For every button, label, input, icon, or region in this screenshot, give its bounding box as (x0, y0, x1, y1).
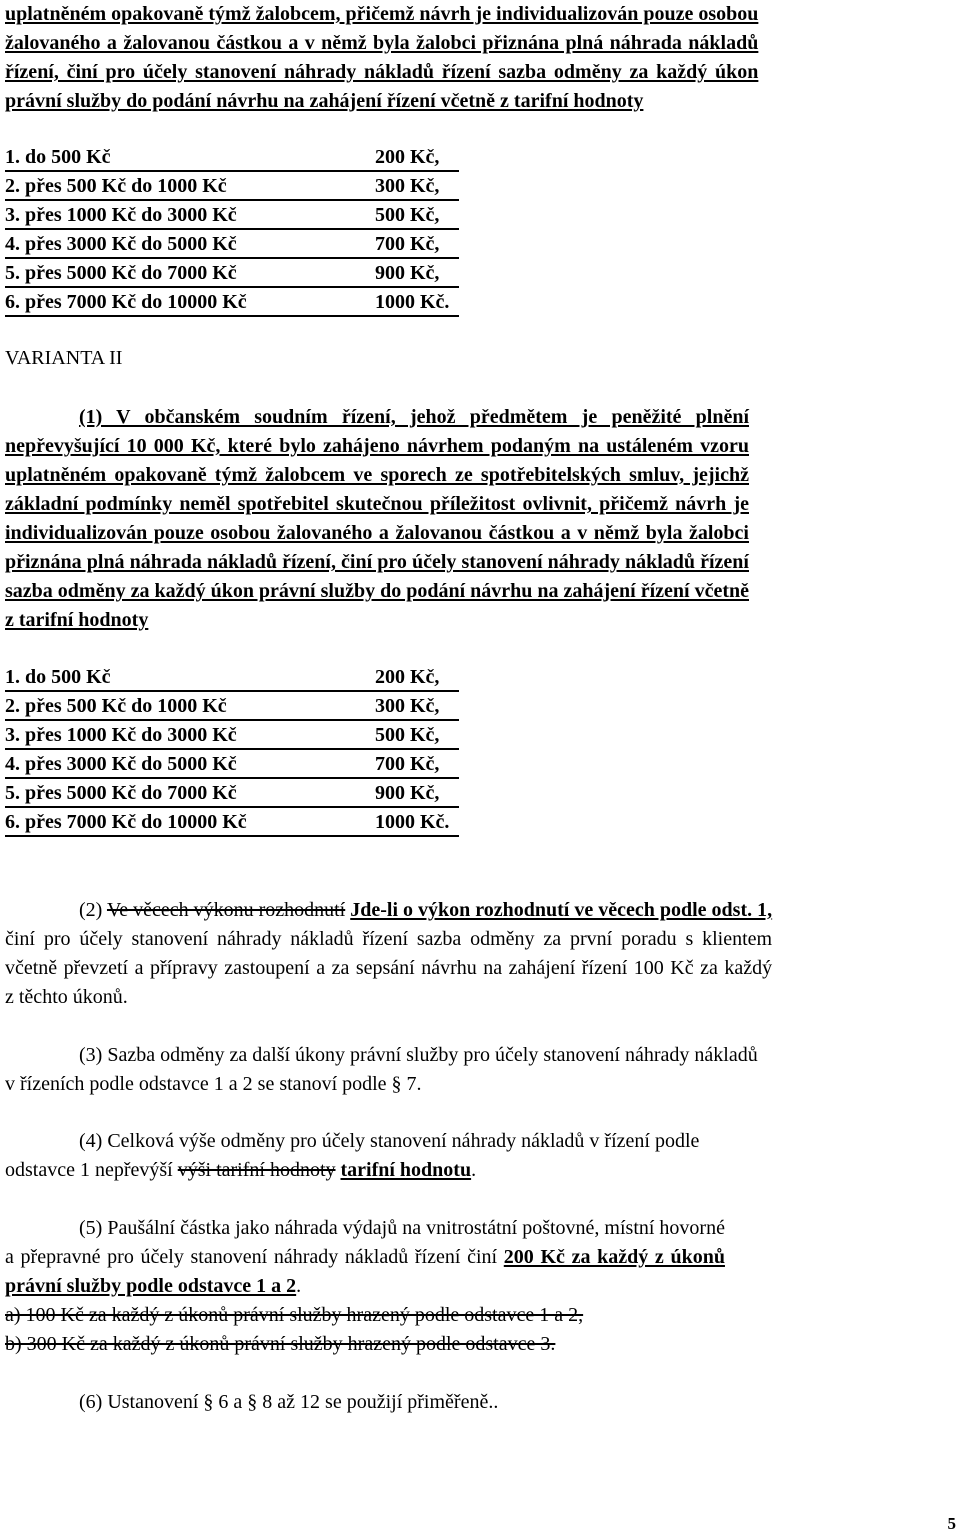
paragraph-5: (5) Paušální částka jako náhrada výdajů na vnitrostátní poštovné, místní hovorné a přepravné pro účely stanovení náhrady nákladů řízení činí 200 Kč za každý z úkonů právní služby podle odstavce 1 a 2. (5, 1217, 725, 1297)
page-number: 5 (947, 1514, 956, 1533)
top-line-3: řízení, činí pro účely stanovení náhrady nákladů řízení sazba odměny za každý úkon (5, 61, 759, 83)
p1-line-4: základní podmínky neměl spotřebitel skutečnou příležitost ovlivnit, přičemž návrh je (5, 493, 749, 515)
paragraph-4: (4) Celková výše odměny pro účely stanovení náhrady nákladů v řízení podle odstavce 1 nepřevýší výši tarifní hodnoty tarifní hodnotu. (5, 1130, 700, 1181)
p1-line-1: (1) V občanském soudním řízení, jehož předmětem je peněžité plnění (79, 406, 749, 428)
p5-line-2-start: a přepravné pro účely stanovení náhrady nákladů řízení činí (5, 1246, 498, 1268)
p3-line-2: v řízeních podle odstavce 1 a 2 se stanoví podle § 7. (5, 1073, 422, 1095)
paragraph-2 (5, 896, 772, 1012)
p2-inserted-text: Jde-li o výkon rozhodnutí ve věcech podle odst. 1, (350, 899, 773, 921)
p2-number: (2) (79, 899, 103, 921)
tariff-row: 2. přes 500 Kč do 1000 Kč 300 Kč, (5, 173, 459, 202)
p1-line-6: přiznána plná náhrada nákladů řízení, činí pro účely stanovení náhrady nákladů řízení (5, 551, 749, 573)
tariff-row: 1. do 500 Kč 200 Kč, (5, 144, 459, 173)
tariff-table-1 (5, 144, 459, 318)
p5-inserted-text-2: právní služby podle odstavce 1 a 2 (5, 1275, 297, 1297)
p5-line-1: (5) Paušální částka jako náhrada výdajů na vnitrostátní poštovné, místní hovorné (79, 1217, 725, 1239)
paragraph-6 (5, 1388, 498, 1417)
p1-line-7: sazba odměny za každý úkon právní služby do podání návrhu na zahájení řízení včetně (5, 580, 749, 602)
p2-deleted-text: Ve věcech výkonu rozhodnutí (106, 899, 346, 921)
tariff-row: 2. přes 500 Kč do 1000 Kč 300 Kč, (5, 693, 459, 722)
p2-line-2: činí pro účely stanovení náhrady nákladů řízení sazba odměny za první poradu s klientem (5, 928, 773, 950)
p5-inserted-text-1: 200 Kč za každý z úkonů (503, 1246, 725, 1268)
p2-line-3: včetně převzetí a přípravy zastoupení a za sepsání návrhu na zahájení řízení 100 Kč za každý (5, 957, 773, 979)
tariff-row: 3. přes 1000 Kč do 3000 Kč 500 Kč, (5, 202, 459, 231)
p1-line-2: nepřevyšující 10 000 Kč, které bylo zahájeno návrhem podaným na ustáleném vzoru (5, 435, 749, 457)
tariff-row: 1. do 500 Kč 200 Kč, (5, 664, 459, 693)
p4-line-2-start: odstavce 1 nepřevýší (5, 1159, 173, 1181)
p1-line-8: z tarifní hodnoty (5, 609, 149, 631)
variant-heading: VARIANTA II (5, 347, 123, 369)
p2-line-4: z těchto úkonů. (5, 986, 128, 1008)
p5-deleted-b: b) 300 Kč za každý z úkonů právní služby hrazený podle odstavce 3. (5, 1333, 556, 1355)
p6-text: (6) Ustanovení § 6 a § 8 až 12 se použijí přiměřeně.. (79, 1391, 499, 1413)
tariff-row: 6. přes 7000 Kč do 10000 Kč 1000 Kč. (5, 289, 459, 318)
paragraph-1 (5, 403, 749, 635)
paragraph-5-deleted-b (5, 1330, 555, 1359)
p4-deleted-text: výši tarifní hodnoty (177, 1159, 336, 1181)
tariff-table-2 (5, 664, 459, 838)
p1-line-5: individualizován pouze osobou žalovaného a žalovanou částkou a v němž byla žalobci (5, 522, 749, 544)
p4-line-1: (4) Celková výše odměny pro účely stanovení náhrady nákladů v řízení podle (79, 1130, 700, 1152)
paragraph-3 (5, 1041, 758, 1099)
p5-deleted-a: a) 100 Kč za každý z úkonů právní služby hrazený podle odstavce 1 a 2, (5, 1304, 584, 1326)
tariff-row: 3. přes 1000 Kč do 3000 Kč 500 Kč, (5, 722, 459, 751)
tariff-row: 6. přes 7000 Kč do 10000 Kč 1000 Kč. (5, 809, 459, 838)
top-paragraph (5, 0, 758, 116)
tariff-row: 4. přes 3000 Kč do 5000 Kč 700 Kč, (5, 231, 459, 260)
tariff-row: 5. přes 5000 Kč do 7000 Kč 900 Kč, (5, 260, 459, 289)
tariff-row: 4. přes 3000 Kč do 5000 Kč 700 Kč, (5, 751, 459, 780)
p1-line-3: uplatněném opakovaně týmž žalobcem ve sporech ze spotřebitelských smluv, jejichž (5, 464, 749, 486)
top-line-2: žalovaného a žalovanou částkou a v němž byla žalobci přiznána plná náhrada nákladů (5, 32, 759, 54)
top-line-1: uplatněném opakovaně týmž žalobcem, přičemž návrh je individualizován pouze osobou (5, 3, 759, 25)
p4-inserted-text: tarifní hodnotu (340, 1159, 472, 1181)
top-line-4: právní služby do podání návrhu na zahájení řízení včetně z tarifní hodnoty (5, 90, 644, 112)
p3-line-1: (3) Sazba odměny za další úkony právní služby pro účely stanovení náhrady nákladů (79, 1044, 758, 1066)
tariff-row: 5. přes 5000 Kč do 7000 Kč 900 Kč, (5, 780, 459, 809)
paragraph-5-deleted-a (5, 1301, 583, 1330)
